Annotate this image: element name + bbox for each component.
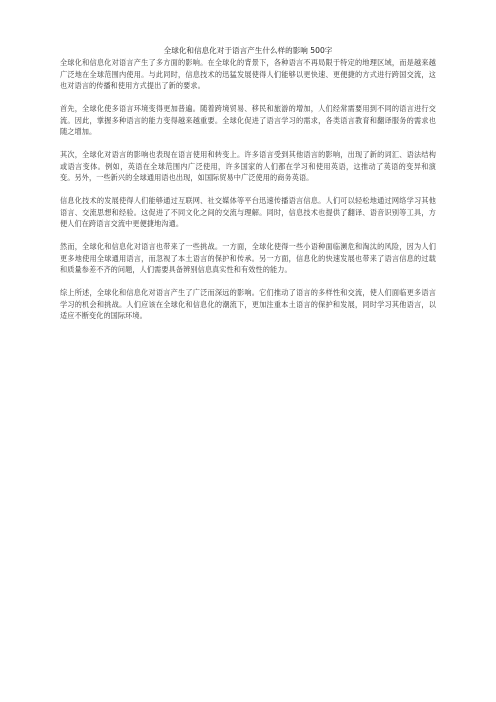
document-body	[60, 46, 436, 333]
paragraph-language-change: 其次，全球化对语言的影响也表现在语言使用和转变上。许多语言受到其他语言的影响，出现了新的词汇、语法结构或语言变体。例如，英语在全球范围内广泛使用，许多国家的人们都在学习和使用英语，这推动了英语的变异和演变。另外，一些新兴的全球通用语也出现，如国际贸易中广泛使用的商务英语。	[60, 150, 436, 182]
paragraph-conclusion: 综上所述，全球化和信息化对语言产生了广泛而深远的影响。它们推动了语言的多样性和交流，使人们面临更多语言学习的机会和挑战。人们应该在全球化和信息化的潮流下，更加注重本土语言的保护和发展，同时学习其他语言，以适应不断变化的国际环境。	[60, 288, 436, 320]
document-title: 全球化和信息化对于语言产生什么样的影响 500字	[163, 46, 333, 55]
paragraph-intro: 全球化和信息化对语言产生了多方面的影响。在全球化的背景下，各种语言不再局限于特定的地理区域，而是越来越广泛地在全球范围内使用。与此同时，信息技术的迅猛发展使得人们能够以更快速、更便捷的方式进行跨国交流，这也对语言的传播和使用方式提出了新的要求。	[60, 58, 436, 90]
paragraph-multilingual: 首先，全球化使多语言环境变得更加普遍。随着跨境贸易、移民和旅游的增加，人们经常需要用到不同的语言进行交流。因此，掌握多种语言的能力变得越来越重要。全球化促进了语言学习的需求，各类语言教育和翻译服务的需求也随之增加。	[60, 104, 436, 136]
paragraph-challenges: 然而，全球化和信息化对语言也带来了一些挑战。一方面，全球化使得一些小语种面临濒危和淘汰的风险，因为人们更多地使用全球通用语言，而忽视了本土语言的保护和传承。另一方面，信息化的快速发展也带来了语言信息的过载和质量参差不齐的问题，人们需要具备辨别信息真实性和有效性的能力。	[60, 242, 436, 274]
paragraph-information-technology: 信息化技术的发展使得人们能够通过互联网、社交媒体等平台迅速传播语言信息。人们可以轻松地通过网络学习其他语言、交流思想和经验。这促进了不同文化之间的交流与理解。同时，信息技术也提供了翻译、语音识别等工具，方便人们在跨语言交流中更便捷地沟通。	[60, 196, 436, 228]
